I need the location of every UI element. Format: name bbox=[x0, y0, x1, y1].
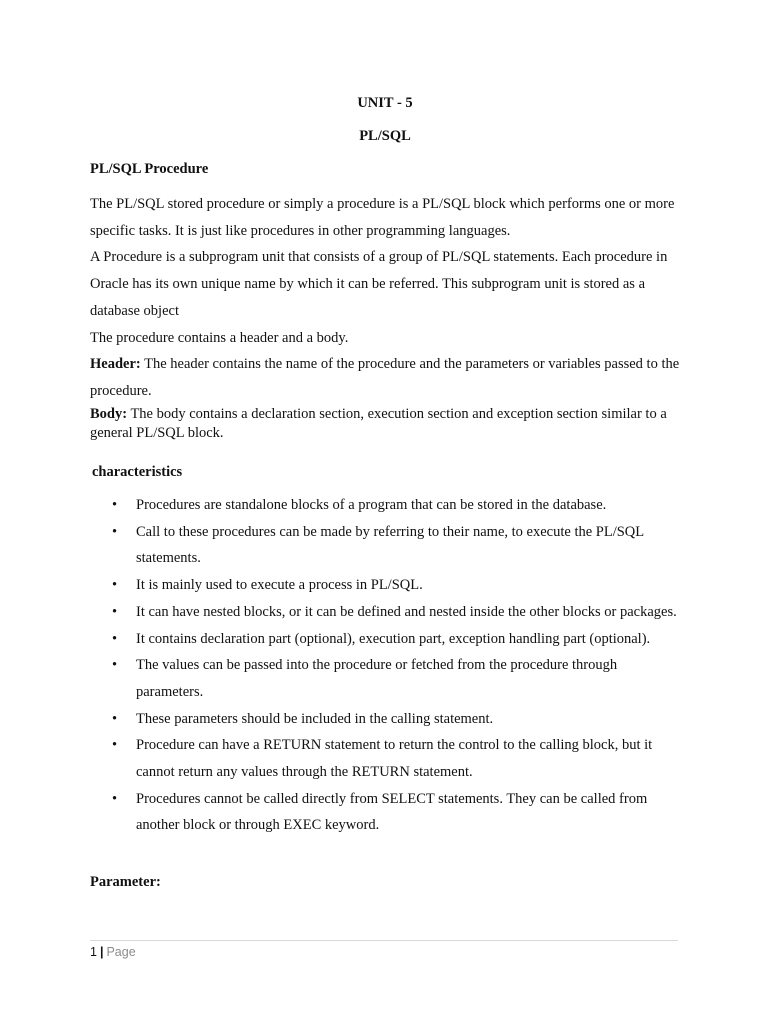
footer-separator: | bbox=[99, 945, 104, 959]
bullet-icon: • bbox=[112, 523, 118, 540]
list-item-text: Procedure can have a RETURN statement to return the control to the calling block, but it cannot return any values through the RETURN statement. bbox=[136, 737, 653, 781]
list-item-text: These parameters should be included in the calling statement. bbox=[136, 710, 494, 727]
header-text: The header contains the name of the procedure and the parameters or variables passed to the procedure. bbox=[90, 356, 680, 399]
intro-paragraphs bbox=[90, 191, 680, 444]
list-item bbox=[90, 706, 680, 733]
characteristics-list bbox=[90, 492, 680, 839]
body-text: The body contains a declaration section, execution section and exception section similar to a general PL/SQL block. bbox=[90, 405, 667, 442]
body-definition bbox=[90, 405, 680, 444]
bullet-icon: • bbox=[112, 577, 118, 594]
paragraph: A Procedure is a subprogram unit that consists of a group of PL/SQL statements. Each procedure in Oracle has its own unique name by which it can be referred. This subprogram unit is stored as a database object bbox=[90, 249, 668, 319]
list-item-text: The values can be passed into the procedure or fetched from the procedure through parameters. bbox=[136, 657, 618, 700]
list-item bbox=[90, 572, 680, 599]
list-item bbox=[90, 626, 680, 653]
list-item bbox=[90, 732, 680, 785]
list-item-text: It can have nested blocks, or it can be defined and nested inside the other blocks or packages. bbox=[136, 603, 677, 620]
list-item-text: Procedures cannot be called directly from SELECT statements. They can be called from another block or through EXEC keyword. bbox=[136, 790, 648, 834]
list-item-text: Procedures are standalone blocks of a program that can be stored in the database. bbox=[136, 497, 607, 513]
bullet-icon: • bbox=[112, 710, 118, 727]
list-item bbox=[90, 492, 680, 519]
list-item-text: It contains declaration part (optional), execution part, exception handling part (optional). bbox=[136, 630, 651, 647]
list-item bbox=[90, 652, 680, 705]
header-term: Header: bbox=[90, 356, 141, 373]
bullet-icon: • bbox=[112, 657, 118, 674]
footer-divider bbox=[90, 940, 678, 941]
bullet-icon: • bbox=[112, 630, 118, 647]
subject-title: PL/SQL bbox=[359, 128, 411, 144]
page-footer bbox=[90, 943, 136, 961]
unit-title: UNIT - 5 bbox=[357, 95, 413, 111]
parameter-heading: Parameter: bbox=[90, 874, 161, 890]
bullet-icon: • bbox=[112, 603, 118, 620]
page-number: 1 bbox=[90, 945, 97, 959]
list-item-text: Call to these procedures can be made by referring to their name, to execute the PL/SQL statements. bbox=[136, 523, 644, 567]
bullet-icon: • bbox=[112, 497, 118, 513]
paragraph: The procedure contains a header and a body. bbox=[90, 329, 349, 346]
bullet-icon: • bbox=[112, 737, 118, 754]
list-item bbox=[90, 519, 680, 572]
page-label: Page bbox=[106, 945, 136, 959]
body-term: Body: bbox=[90, 405, 128, 422]
bullet-icon: • bbox=[112, 790, 118, 807]
document-page bbox=[90, 0, 680, 1024]
characteristics-heading: characteristics bbox=[92, 464, 183, 480]
list-item bbox=[90, 786, 680, 839]
list-item-text: It is mainly used to execute a process in PL/SQL. bbox=[136, 577, 423, 594]
section-heading: PL/SQL Procedure bbox=[90, 161, 209, 177]
list-item bbox=[90, 599, 680, 626]
header-definition bbox=[90, 351, 680, 404]
paragraph: The PL/SQL stored procedure or simply a procedure is a PL/SQL block which performs one or more specific tasks. It is just like procedures in other programming languages. bbox=[90, 196, 675, 239]
